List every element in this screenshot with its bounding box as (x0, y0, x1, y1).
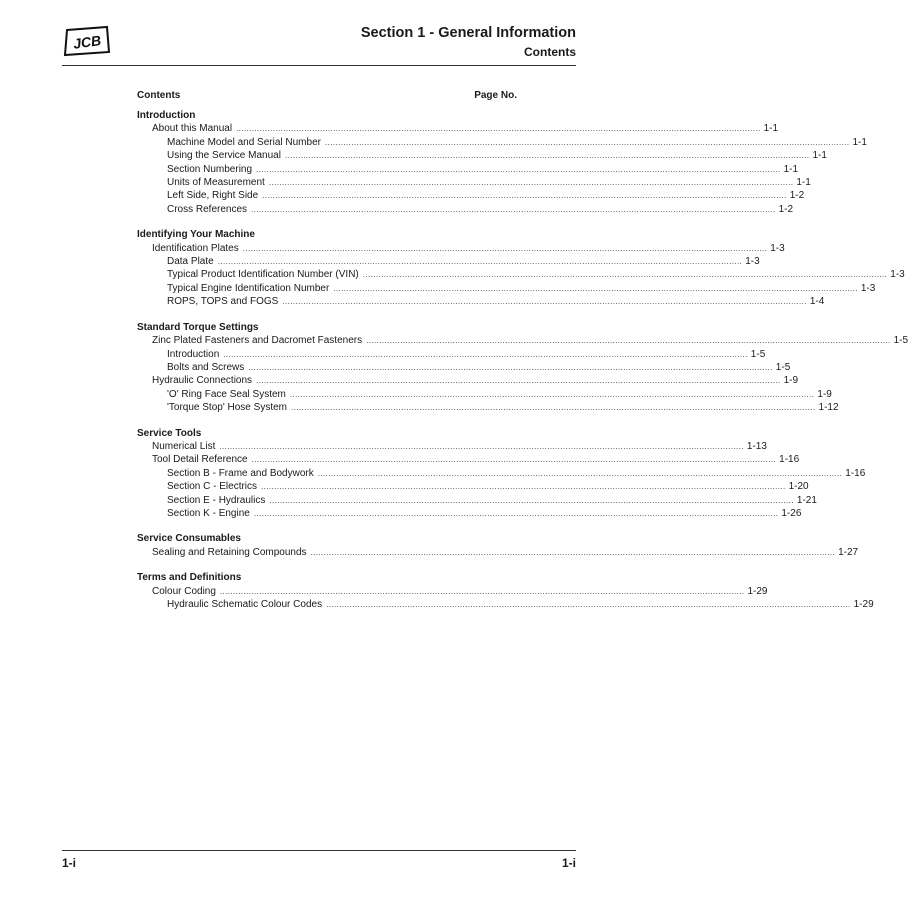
toc-section (137, 532, 859, 559)
toc-section (137, 321, 908, 415)
toc-entry-page: 1-4 (809, 296, 825, 308)
toc-entry[interactable] (137, 585, 768, 598)
toc-heading-page-no: Page No. (474, 90, 517, 101)
toc-leader-dots: ........................................................................................................................................................................................................ (219, 441, 744, 451)
toc-entry-page: 1-27 (838, 546, 859, 558)
toc-entry-page: 1-1 (812, 150, 827, 162)
toc-leader-dots: ........................................................................................................................................................................................................ (268, 178, 794, 188)
toc-entry-page: 1-9 (817, 388, 832, 400)
toc-entry-page: 1-5 (750, 348, 766, 360)
toc-sections (137, 109, 908, 611)
toc-entry-page: 1-3 (890, 269, 905, 281)
toc-leader-dots: ........................................................................................................................................................................................................ (362, 270, 888, 280)
toc-entry-label: Section B - Frame and Bodywork (167, 467, 314, 479)
toc-entry[interactable] (137, 189, 805, 202)
toc-entry-label: Section Numbering (167, 163, 253, 175)
toc-entry-label: ROPS, TOPS and FOGS (167, 296, 279, 308)
toc-entry-page: 1-1 (763, 123, 779, 135)
toc-leader-dots: ........................................................................................................................................................................................................ (326, 600, 851, 609)
toc-entry[interactable] (137, 136, 867, 149)
toc-heading-row (137, 90, 517, 101)
header-divider (62, 65, 576, 66)
toc-section (137, 228, 905, 308)
toc-section-title: Standard Torque Settings (137, 321, 259, 333)
toc-entry[interactable] (137, 282, 876, 295)
toc-entry[interactable] (137, 203, 794, 216)
toc-entry-page: 1-2 (789, 190, 805, 202)
toc-section (137, 571, 874, 611)
toc-leader-dots: ........................................................................................................................................................................................................ (317, 468, 843, 478)
toc-section (137, 109, 867, 216)
toc-leader-dots: ........................................................................................................................................................................................................ (219, 586, 745, 596)
toc-entry-page: 1-29 (747, 585, 768, 597)
toc-entry[interactable] (137, 507, 802, 520)
toc-leader-dots: ........................................................................................................................................................................................................ (269, 495, 794, 505)
toc-entry[interactable] (137, 295, 825, 308)
toc-leader-dots: ........................................................................................................................................................................................................ (223, 349, 748, 359)
toc-entry-label: Section E - Hydraulics (167, 494, 266, 506)
toc-leader-dots: ........................................................................................................................................................................................................ (291, 403, 816, 413)
toc-section-title: Terms and Definitions (137, 572, 242, 584)
toc-entry-label: Section K - Engine (167, 507, 250, 519)
toc-entry-page: 1-3 (770, 242, 785, 254)
toc-entry-label: Tool Detail Reference (152, 454, 248, 466)
toc-leader-dots: ........................................................................................................................................................................................................ (366, 336, 891, 346)
toc-entry[interactable] (137, 242, 785, 255)
toc-entry-label: Identification Plates (152, 242, 239, 254)
section-subtitle: Contents (524, 45, 576, 59)
toc-entry[interactable] (137, 334, 908, 347)
toc-leader-dots: ........................................................................................................................................................................................................ (217, 257, 743, 267)
toc-leader-dots: ........................................................................................................................................................................................................ (289, 389, 815, 399)
toc-section-title: Introduction (137, 110, 196, 121)
toc-leader-dots: ........................................................................................................................................................................................................ (256, 376, 781, 386)
toc-entry[interactable] (137, 255, 760, 268)
toc-entry[interactable] (137, 268, 905, 281)
toc-entry-label: Units of Measurement (167, 177, 265, 189)
toc-entry-label: 'Torque Stop' Hose System (167, 402, 287, 414)
toc-leader-dots: ........................................................................................................................................................................................................ (248, 362, 773, 372)
toc-entry[interactable] (137, 122, 779, 135)
toc-entry-label: Hydraulic Connections (152, 375, 253, 387)
toc-leader-dots: ........................................................................................................................................................................................................ (251, 455, 777, 465)
toc-leader-dots: ........................................................................................................................................................................................................ (284, 151, 810, 161)
jcb-logo-icon (62, 26, 112, 56)
toc-entry-page: 1-1 (783, 163, 799, 175)
toc-entry-label: 'O' Ring Face Seal System (167, 388, 286, 400)
toc-leader-dots: ........................................................................................................................................................................................................ (253, 508, 779, 518)
toc-entry-label: Zinc Plated Fasteners and Dacromet Fasteners (152, 335, 363, 347)
toc-leader-dots: ........................................................................................................................................................................................................ (242, 243, 768, 253)
toc-section-title: Service Consumables (137, 533, 241, 545)
toc-entry-label: Section C - Electrics (167, 481, 258, 493)
toc-entry-label: Numerical List (152, 440, 216, 452)
toc-entry[interactable] (137, 440, 767, 453)
svg-text:JCB: JCB (72, 32, 103, 52)
toc-entry-label: Typical Product Identification Number (VIN) (167, 269, 359, 281)
toc-leader-dots: ........................................................................................................................................................................................................ (262, 191, 787, 201)
toc-entry[interactable] (137, 453, 800, 466)
toc-entry-page: 1-29 (853, 599, 874, 610)
footer-page-left: 1-i (62, 856, 77, 870)
footer-page-right: 1-i (561, 856, 576, 870)
toc-entry-page: 1-26 (781, 507, 802, 519)
toc-section-title: Service Tools (137, 427, 202, 439)
toc-entry-page: 1-2 (778, 203, 794, 215)
toc-entry-page: 1-9 (783, 375, 799, 387)
toc-entry-label: Colour Coding (152, 585, 216, 597)
toc-entry-label: About this Manual (152, 123, 233, 135)
toc-entry-page: 1-3 (860, 282, 876, 294)
toc-entry-label: Introduction (167, 348, 220, 360)
toc-entry-page: 1-21 (796, 494, 817, 506)
toc-entry[interactable] (137, 388, 832, 401)
toc-entry-label: Cross References (167, 203, 248, 215)
toc-entry-page: 1-5 (775, 361, 791, 373)
toc-entry[interactable] (137, 374, 799, 387)
toc-leader-dots: ........................................................................................................................................................................................................ (256, 164, 781, 174)
toc-entry[interactable] (137, 494, 817, 507)
toc-entry-page: 1-16 (845, 467, 866, 479)
toc-entry-page: 1-5 (893, 335, 908, 347)
footer-divider (62, 850, 576, 851)
section-title: Section 1 - General Information (360, 25, 576, 41)
toc-entry-label: Left Side, Right Side (167, 190, 259, 202)
toc-leader-dots: ........................................................................................................................................................................................................ (251, 204, 776, 214)
toc-entry-label: Sealing and Retaining Compounds (152, 546, 307, 558)
toc-entry[interactable] (137, 348, 766, 361)
toc-entry[interactable] (137, 149, 827, 162)
toc-entry-page: 1-12 (818, 402, 839, 414)
toc-entry[interactable] (137, 467, 866, 480)
toc-entry-label: Typical Engine Identification Number (167, 282, 330, 294)
toc-heading-contents: Contents (137, 90, 181, 101)
toc-entry[interactable] (137, 163, 799, 176)
toc-leader-dots: ........................................................................................................................................................................................................ (310, 547, 836, 557)
toc-leader-dots: ........................................................................................................................................................................................................ (236, 124, 761, 134)
toc-entry-label: Using the Service Manual (167, 150, 281, 162)
toc-entry-page: 1-3 (745, 256, 760, 268)
toc-entry-page: 1-13 (746, 440, 767, 452)
toc-entry[interactable] (137, 480, 809, 493)
toc-leader-dots: ........................................................................................................................................................................................................ (333, 283, 858, 293)
toc-entry-label: Data Plate (167, 256, 214, 268)
toc-entry[interactable] (137, 176, 811, 189)
toc-entry-page: 1-20 (788, 481, 809, 493)
toc-entry[interactable] (137, 361, 791, 374)
toc-entry-label: Bolts and Screws (167, 361, 245, 373)
toc-entry[interactable] (137, 598, 874, 611)
toc-leader-dots: ........................................................................................................................................................................................................ (261, 482, 786, 492)
jcb-logo (62, 26, 112, 56)
toc-entry-page: 1-16 (779, 454, 800, 466)
toc-entry-page: 1-1 (796, 177, 811, 189)
toc-entry[interactable] (137, 401, 839, 414)
toc-entry-label: Machine Model and Serial Number (167, 136, 321, 148)
toc-entry[interactable] (137, 546, 859, 559)
toc-section (137, 427, 866, 521)
toc-leader-dots: ........................................................................................................................................................................................................ (324, 137, 850, 147)
toc-leader-dots: ........................................................................................................................................................................................................ (282, 297, 807, 307)
toc-section-title: Identifying Your Machine (137, 229, 255, 241)
table-of-contents (137, 90, 908, 623)
toc-entry-page: 1-1 (852, 136, 867, 148)
toc-entry-label: Hydraulic Schematic Colour Codes (167, 599, 323, 610)
